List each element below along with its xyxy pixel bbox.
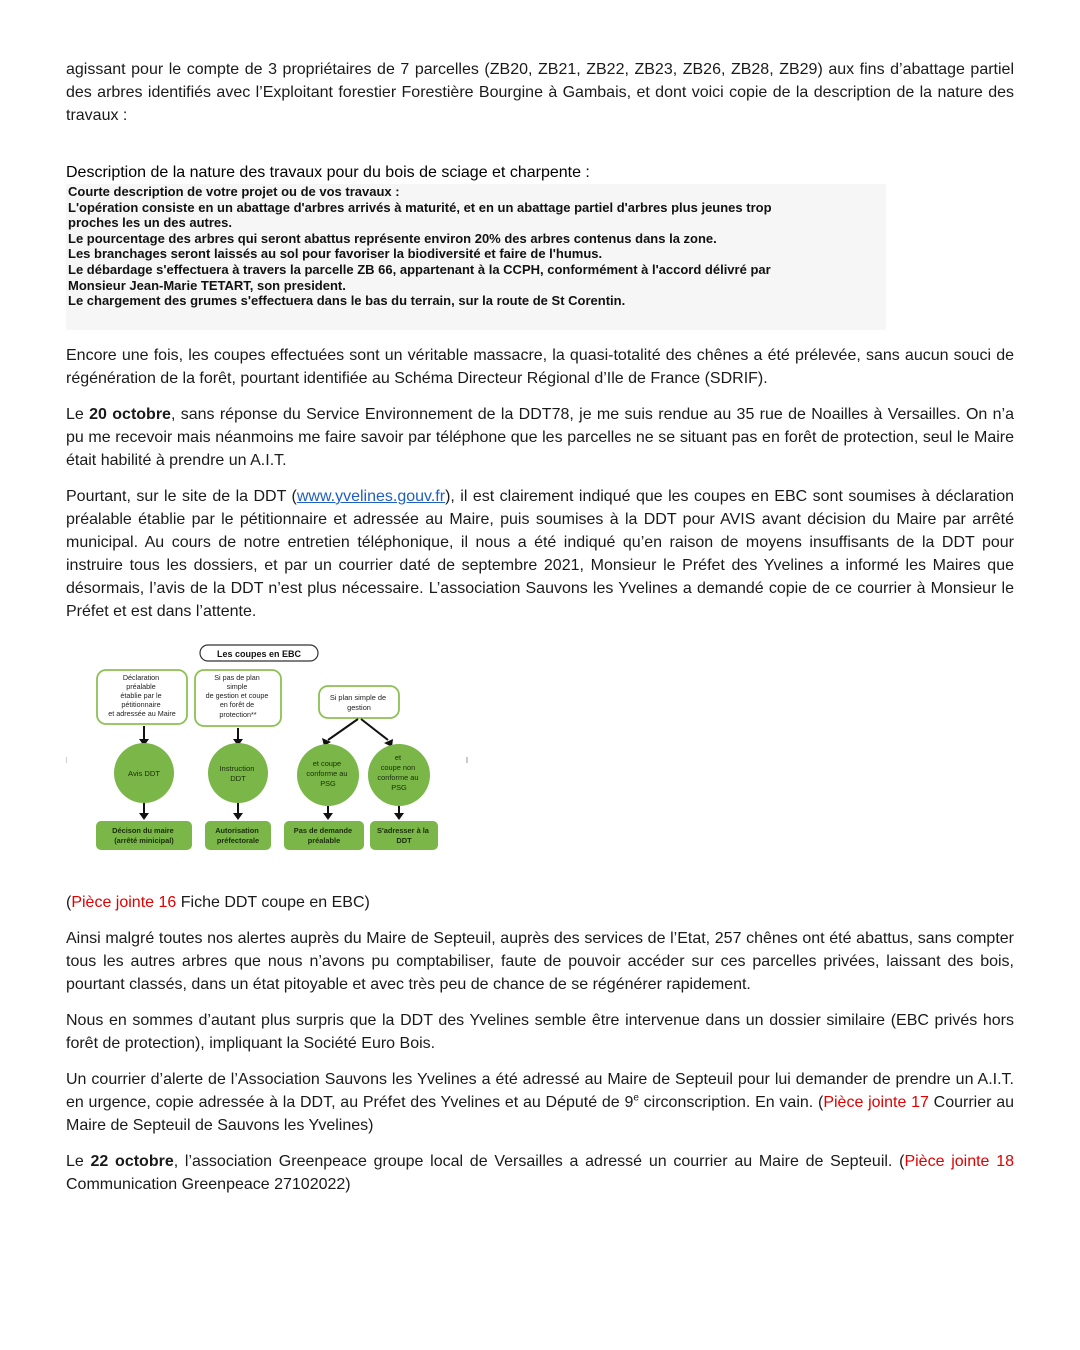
text-line: établie par le [120, 691, 162, 700]
circle-avis-ddt-text [128, 769, 160, 778]
text-line: et coupe [312, 759, 342, 768]
text-line: DDT [230, 774, 246, 783]
text-line: pétitionnaire [121, 700, 161, 709]
arrowheads-top [139, 738, 393, 747]
text-line: et adressée au Maire [108, 709, 176, 718]
scan-line: Les branchages seront laissés au sol pour favoriser la biodiversité et faire de l'humus. [68, 246, 603, 262]
paragraph-block-2 [66, 891, 1014, 1196]
intro-paragraph: agissant pour le compte de 3 propriétaires de 7 parcelles (ZB20, ZB21, ZB22, ZB23, ZB26, ZB28, ZB29) aux fins d’abattage partiel des arbres identifiés avec l’Exploitant forestier Forestière Bourgine à Gambais, et dont voici copie de la description de la nature des travaux : [66, 61, 1014, 124]
text-line: PSG [391, 783, 407, 792]
text-line: et [394, 753, 402, 762]
scanned-description [66, 184, 886, 330]
scan-line: Le pourcentage des arbres qui seront abattus représente environ 20% des arbres contenus dans la zone. [68, 230, 717, 246]
text-run: Courrier au Maire de Septeuil de Sauvons les Yvelines) [66, 1094, 1014, 1134]
circle-instruction-ddt [208, 743, 268, 803]
date-22-octobre: 22 octobre [90, 1153, 174, 1170]
box-plan-simple [319, 686, 399, 718]
text-line: Pas de demande [293, 826, 353, 835]
paragraph-257-chenes: Ainsi malgré toutes nos alertes auprès du Maire de Septeuil, auprès des services de l’Etat, 257 chênes ont été abattus, sans compter tous les autres arbres que nous n’avons pu comptabiliser, faute de pouvoir accéder sur ces parcelles privées, laissant des bois, pourtant classés, dans un état pitoyable et avec très peu de chance de se régénérer rapidement. [66, 930, 1014, 993]
piece-jointe-18: Pièce jointe 18 [904, 1153, 1014, 1170]
paragraph-block-1 [66, 344, 1014, 623]
date-20-octobre: 20 octobre [89, 406, 171, 423]
section-heading-wrap [66, 163, 1014, 183]
text-line: en forêt de [219, 700, 255, 709]
paragraph-courrier-alerte [66, 1068, 1014, 1137]
text-line: Si pas de plan [214, 673, 260, 682]
paragraph-massacre: Encore une fois, les coupes effectuées sont un véritable massacre, la quasi-totalité des chênes a été prélevée, sans aucun souci de régénération de la forêt, pourtant identifiée au Schéma Directeur Régional d’Ile de France (SDRIF). [66, 347, 1014, 387]
box-autorisation-text [215, 826, 261, 845]
text-line: de gestion et coupe [205, 691, 269, 700]
paragraph-22-octobre [66, 1150, 1014, 1196]
arrowheads-bottom [139, 813, 404, 820]
text-line: S'adresser à la [377, 826, 429, 835]
text-line: Avis DDT [128, 769, 160, 778]
text-run: Un courrier d’alerte de l’Association Sauvons les Yvelines a été adressé au Maire de Septeuil pour lui demander de prendre un A.I.T. en urgence, copie adressée à la DDT, au Préfet des Yvelines et au Député de 9 [66, 1071, 1014, 1111]
paragraph-euro-bois: Nous en sommes d’autant plus surpris que la DDT des Yvelines semble être intervenue dans un dossier similaire (EBC privés hors forêt de protection), impliquant la Société Euro Bois. [66, 1012, 1014, 1052]
text-line: gestion [347, 703, 371, 712]
text-line: DDT [396, 836, 412, 845]
paragraph-ddt-site [66, 485, 1014, 623]
text-line: conforme au [377, 773, 419, 782]
text-line: Autorisation [215, 826, 259, 835]
scan-line: Le chargement des grumes s'effectuera dans le bas du terrain, sur la route de St Corentin. [68, 293, 626, 309]
scan-line: L'opération consiste en un abattage d'arbres arrivés à maturité, et en un abattage partiel d'arbres plus jeunes trop [68, 199, 772, 215]
text-run: ), il est clairement indiqué que les coupes en EBC sont soumises à déclaration préalable établie par le pétitionnaire et adressée au Maire, puis soumises à la DDT pour AVIS avant décision du Maire par arrêté municipal. Au cours de notre entretien téléphonique, il nous a été indiqué qu’en raison de moyens insuffisants de la DDT pour instruire tous les dossiers, et par un courrier daté de septembre 2021, Monsieur le Préfet des Yvelines a informé les Maires que désormais, l’avis de la DDT n’est plus nécessaire. L’association Sauvons les Yvelines a demandé copie de ce courrier à Monsieur le Préfet et est dans l’attente. [66, 488, 1015, 620]
text-run: , sans réponse du Service Environnement de la DDT78, je me suis rendue au 35 rue de Noailles à Versailles. On n’a pu me recevoir mais néanmoins me faire savoir par téléphone que les parcelles ne se situant pas en forêt de protection, seul le Maire était habilité à prendre un A.I.T. [66, 406, 1015, 469]
box-decision-maire-text [112, 826, 176, 845]
ebc-flowchart [66, 640, 476, 860]
document-body-top [66, 58, 1014, 127]
ddt-website-link[interactable]: www.yvelines.gouv.fr [296, 488, 446, 505]
text-run: Communication Greenpeace 27102022) [66, 1176, 351, 1193]
arrows-bottom [144, 803, 399, 814]
text-run: ( [66, 894, 72, 911]
scan-line: Le débardage s'effectuera à travers la parcelle ZB 66, appartenant à la CCPH, conformément à l'accord délivré par [68, 261, 771, 277]
text-line: PSG [320, 779, 336, 788]
text-run: , l’association Greenpeace groupe local de Versailles a adressé un courrier au Maire de Septeuil. ( [173, 1153, 905, 1170]
text-run: Fiche DDT coupe en EBC) [176, 894, 370, 911]
piece-jointe-16: Pièce jointe 16 [71, 894, 177, 911]
text-line: Déclaration [122, 673, 160, 682]
paragraph-piece-16 [66, 891, 1014, 914]
text-run: Le [66, 1153, 91, 1170]
text-line: simple [226, 682, 248, 691]
scan-line: proches les un des autres. [68, 215, 233, 231]
text-line: protection** [219, 710, 257, 719]
text-line: coupe non [380, 763, 416, 772]
section-heading: Description de la nature des travaux pour du bois de sciage et charpente : [66, 164, 590, 181]
text-line: (arrêté minicipal) [114, 836, 174, 845]
text-line: préalable [307, 836, 341, 845]
text-line: Si plan simple de [329, 693, 387, 702]
text-run: circonscription. En vain. ( [638, 1094, 824, 1111]
piece-jointe-17: Pièce jointe 17 [823, 1094, 929, 1111]
text-line: Décison du maire [112, 826, 174, 835]
text-run: Le [66, 406, 90, 423]
flowchart-title: Les coupes en EBC [216, 649, 302, 659]
text-line: préalable [126, 682, 156, 691]
paragraph-20-octobre [66, 403, 1014, 472]
scan-line: Courte description de votre projet ou de vos travaux : [68, 184, 400, 199]
text-line: préfectorale [216, 836, 260, 845]
scan-line: Monsieur Jean-Marie TETART, son president. [68, 277, 346, 293]
text-line: Instruction [219, 764, 255, 773]
text-line: conforme au [306, 769, 348, 778]
superscript: e [633, 1092, 639, 1104]
text-run: Pourtant, sur le site de la DDT ( [66, 488, 297, 505]
